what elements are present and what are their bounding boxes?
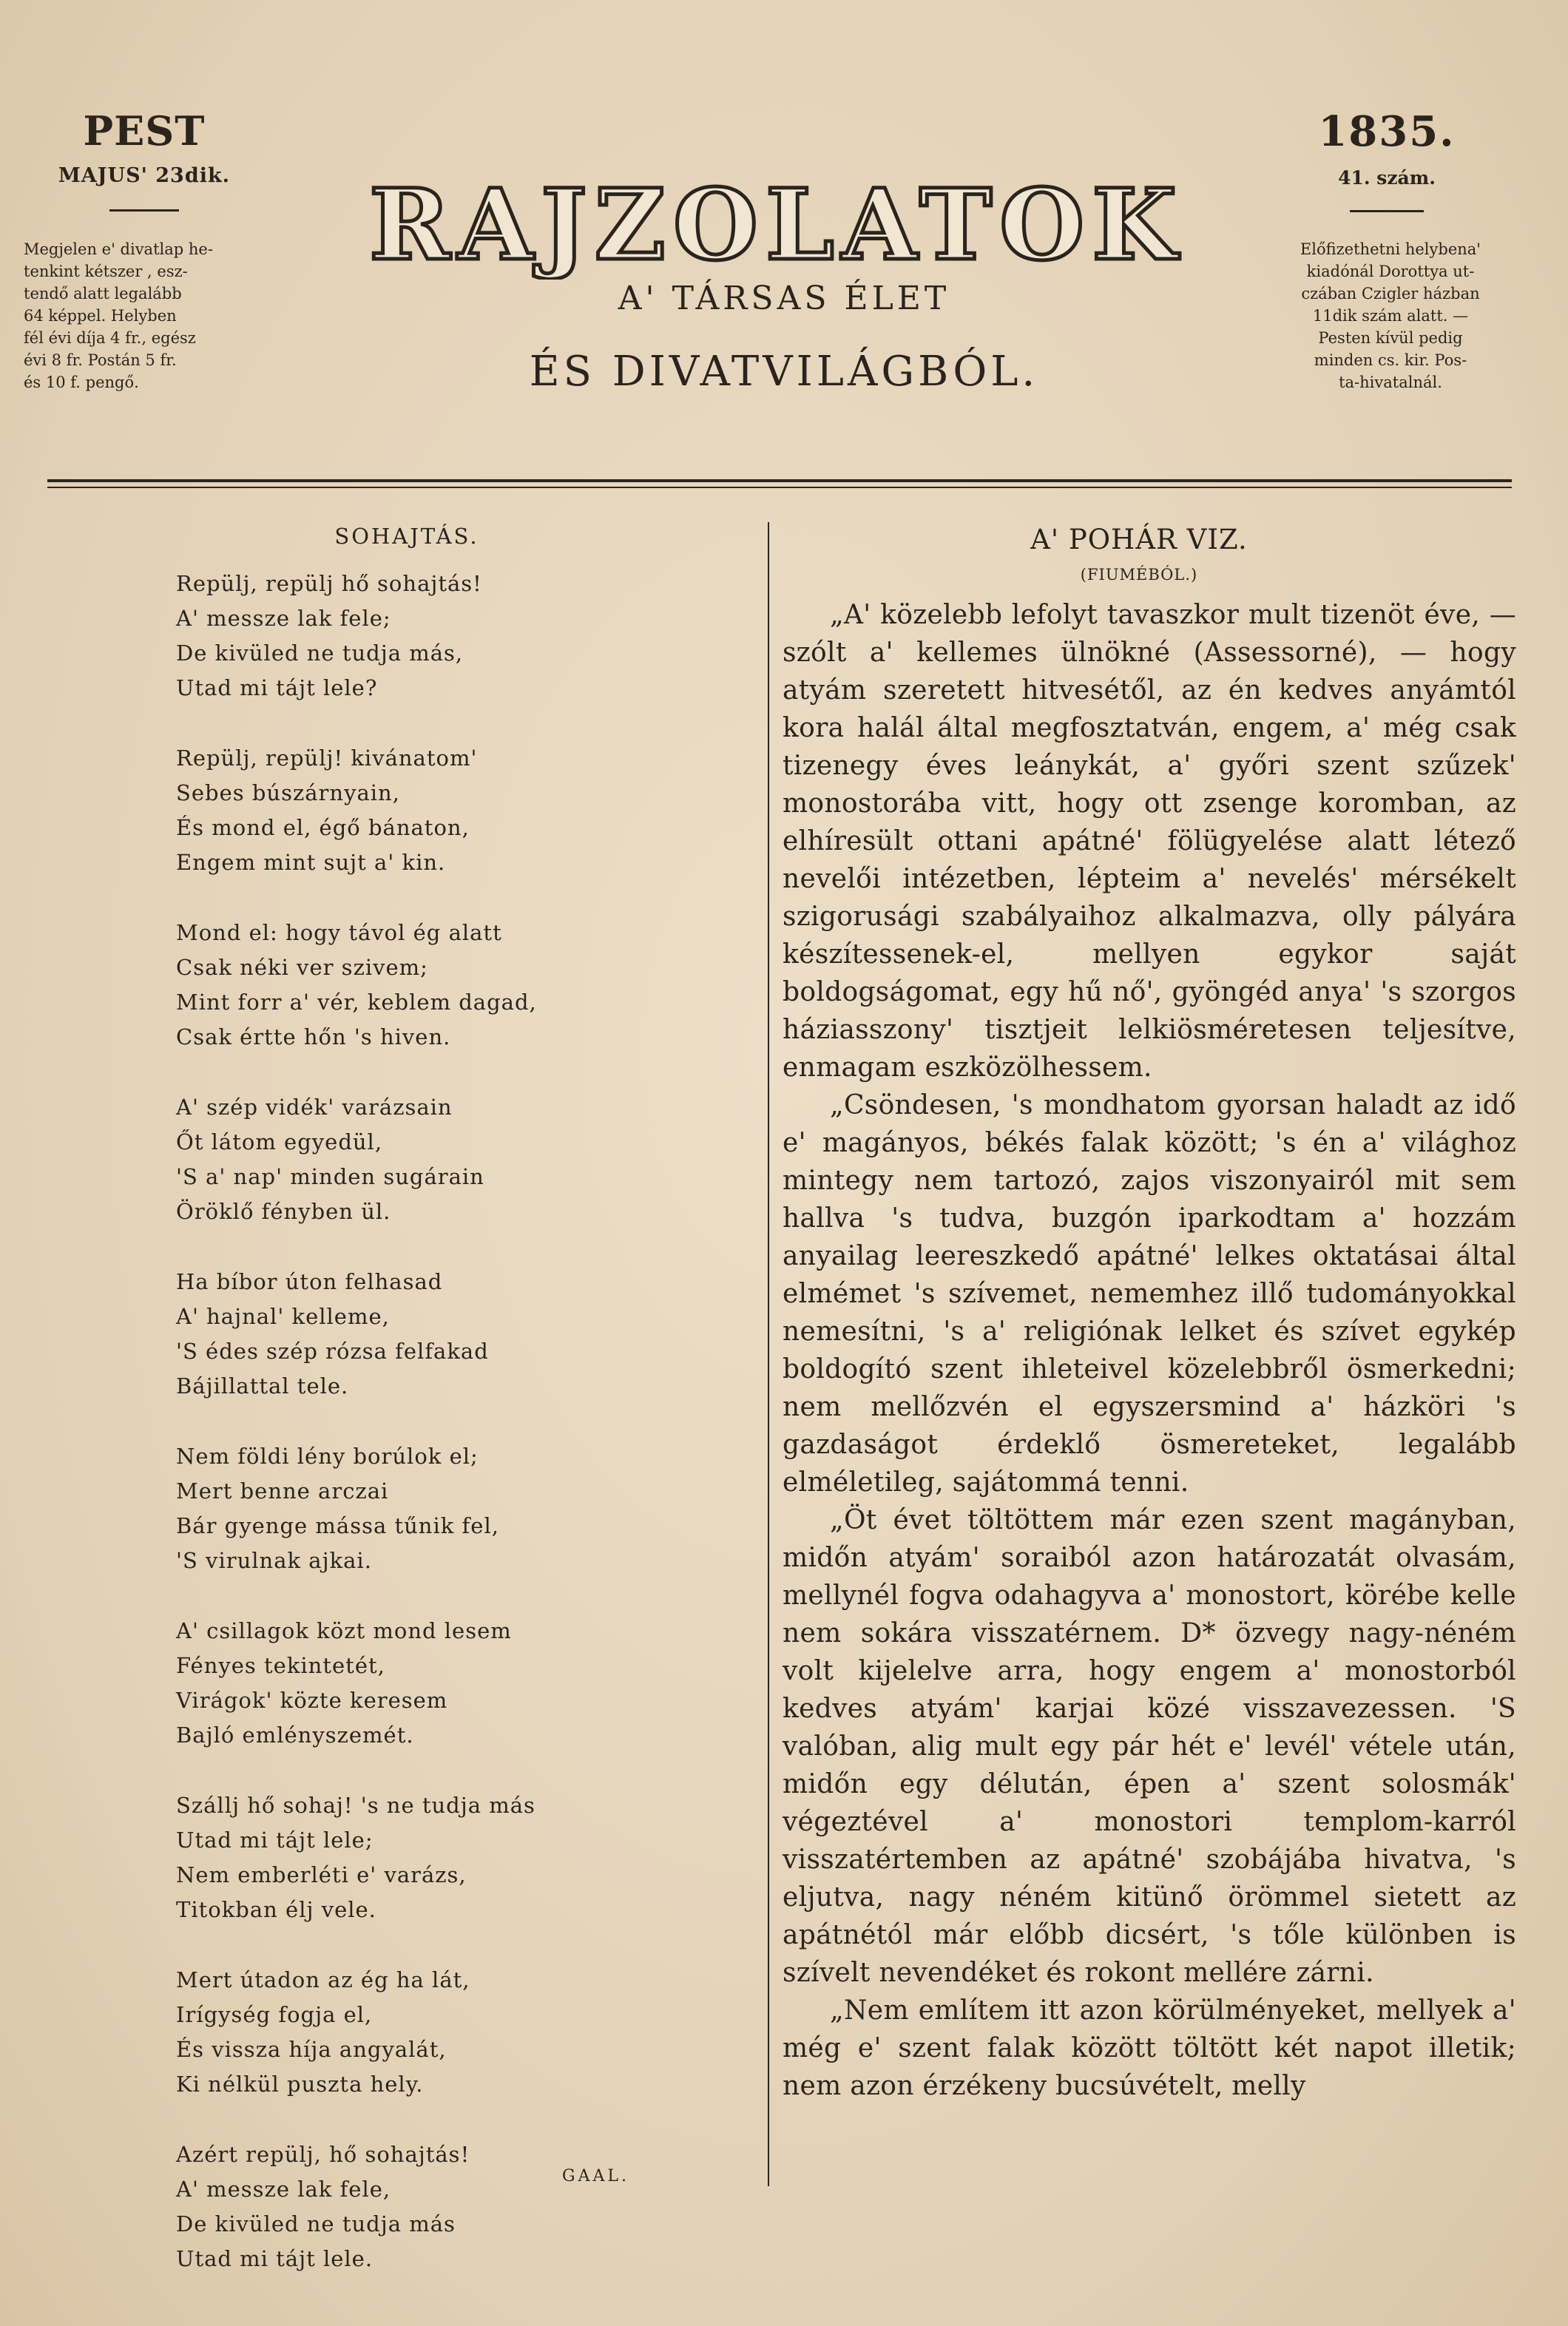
poem-line: Bájillattal tele. — [176, 1373, 349, 1399]
header-rule-thin — [47, 487, 1512, 488]
poem-line: Azért repülj, hő sohajtás! — [176, 2142, 470, 2167]
poem-line: A' szép vidék' varázsain — [176, 1095, 453, 1120]
right-divider — [1350, 210, 1424, 212]
notice-line: 64 képpel. Helyben — [24, 307, 177, 325]
poem-line: Nem emberléti e' varázs, — [176, 1862, 467, 1887]
notice-line: Pesten kívül pedig — [1318, 329, 1463, 347]
article-source: (FIUMÉBÓL.) — [1080, 566, 1198, 584]
left-divider — [109, 209, 179, 212]
poem-line: Titokban élj vele. — [176, 1897, 376, 1922]
poem-stanza — [176, 1614, 694, 1753]
poem-line: És vissza híja angyalát, — [176, 2037, 447, 2062]
poem-line: A' hajnal' kelleme, — [176, 1304, 390, 1329]
poem-line: 'S a' nap' minden sugárain — [176, 1164, 484, 1189]
notice-line: Megjelen e' divatlap he- — [24, 240, 213, 258]
poem-line: Sebes búszárnyain, — [176, 780, 400, 805]
poem-line: Mint forr a' vér, keblem dagad, — [176, 990, 537, 1015]
poem-stanza — [176, 741, 694, 880]
poem-line: Őt látom egyedül, — [176, 1129, 383, 1154]
poem-line: Csak néki ver szivem; — [176, 955, 428, 980]
article-paragraph: „Nem említem itt azon körülményeket, mellyek a' még e' szent falak között töltött két napot illetik; nem azon érzékeny bucsúvételt, melly — [783, 1995, 1516, 2101]
notice-line: évi 8 fr. Postán 5 fr. — [24, 351, 177, 369]
poem-stanza — [176, 916, 694, 1055]
poem-line: Fényes tekintetét, — [176, 1653, 385, 1678]
poem-stanza — [176, 1788, 694, 1927]
poem-line: Utad mi tájt lele. — [176, 2246, 374, 2271]
poem-line: Engem mint sujt a' kin. — [176, 850, 446, 875]
subscription-address — [1283, 238, 1498, 393]
notice-line: Előfizethetni helybena' — [1300, 240, 1481, 258]
poem-line: Irígység fogja el, — [176, 2002, 373, 2027]
article-paragraph: „Öt évet töltöttem már ezen szent magányban, midőn atyám' soraiból azon határozatát olvasám, mellynél fogva odahagyva a' monostort, körébe kelle nem sokára visszatérnem. D* özvegy nagy-néném volt kijelelve arra, hogy engem a' monostorból kedves atyám' karjai közé visszavezessen. 'S valóban, alig mult egy pár hét e' levél' vétele után, midőn egy délután, épen a' szent solosmák' végeztével a' monostori templom-karról visszatértemben az apátné' szobájába hivatva, 's eljutva, nagy néném kitünő örömmel sietett az apátnétól már előbb dicsért, 's tőle különben is szívelt nevendéket és rokont mellére zárni. — [783, 1505, 1516, 1988]
poem-stanza — [176, 1963, 694, 2102]
poem-line: Ha bíbor úton felhasad — [176, 1269, 443, 1294]
poem-line: Mond el: hogy távol ég alatt — [176, 920, 502, 945]
poem-line: És mond el, égő bánaton, — [176, 815, 470, 840]
notice-line: czában Czigler házban — [1301, 285, 1480, 302]
notice-line: 11dik szám alatt. — — [1312, 307, 1469, 325]
article-paragraph: „Csöndesen, 's mondhatom gyorsan haladt az idő e' magányos, békés falak között; 's én a' világhoz mintegy nem tartozó, zajos viszonyairól mit sem hallva 's tudva, buzgón iparkodtam a' hozzám anyailag leereszkedő apátné' lelkes oktatásai által elmémet 's szívemet, nememhez illő tudományokkal nemesítni, 's a' religiónak lelket és szívet egykép boldogító szent ihleteivel közelebbről ösmerkedni; nem mellőzvén el egyszersmind a' házköri 's gazdaságot érdeklő ösmereteket, legalább elméletileg, sajátommá tenni. — [783, 1090, 1516, 1498]
masthead-text: RAJZOLATOK — [369, 169, 1184, 280]
poem-line: Csak értte hőn 's hiven. — [176, 1024, 451, 1049]
poem-line: A' messze lak fele, — [176, 2177, 391, 2202]
poem-line: 'S édes szép rózsa felfakad — [176, 1339, 489, 1364]
poem-line: De kivüled ne tudja más, — [176, 640, 464, 666]
column-divider — [768, 522, 769, 2186]
notice-line: és 10 f. pengő. — [24, 373, 139, 391]
poem-line: Utad mi tájt lele; — [176, 1828, 374, 1853]
issue-date: MAJUS' 23dik. — [58, 164, 231, 187]
article-paragraph: „A' közelebb lefolyt tavaszkor mult tizenöt éve, — szólt a' kellemes ülnökné (Assessorné), — hogy atyám szeretett hitvesétől, az én kedves anyámtól kora halál által megfosztatván, engem, a' még csak tizenegy éves leánykát, a' győri szent szűzek' monostorába vitt, hogy ott zsenge koromban, az elhíresült ottani apátné' fölügyelése alatt létező nevelői intézetben, lépteim a' nevelés' mérsékelt szigorusági szabályaihoz alkalmazva, olly pályára készítessenek-el, mellyen egykor saját boldogságomat, egy hű nő', gyöngéd anya' 's szorgos háziasszony' tisztjeit lelkiösméretesen teljesítve, enmagam eszközölhessem. — [783, 600, 1516, 1083]
notice-line: tendő alatt legalább — [24, 285, 182, 302]
poem-line: De kivüled ne tudja más — [176, 2211, 456, 2237]
poem-line: Repülj, repülj! kivánatom' — [176, 746, 478, 771]
issue-number: 41. szám. — [1338, 167, 1436, 189]
notice-line: minden cs. kir. Pos- — [1314, 351, 1467, 369]
poem-line: Nem földi lény borúlok el; — [176, 1444, 479, 1469]
poem-line: Öröklő fényben ül. — [176, 1199, 391, 1224]
poem-line: A' messze lak fele; — [176, 606, 391, 631]
subtitle-line-1: A' TÁRSAS ÉLET — [618, 280, 950, 317]
poem-line: Bár gyenge mássa tűnik fel, — [176, 1513, 499, 1538]
poem-stanza — [176, 1090, 694, 1229]
poem-line: Ki nélkül puszta hely. — [176, 2072, 424, 2097]
poem-body — [176, 567, 694, 2312]
poem-line: Virágok' közte keresem — [176, 1688, 448, 1713]
poem-line: Utad mi tájt lele? — [176, 675, 378, 700]
notice-line: fél évi díja 4 fr., egész — [24, 329, 196, 347]
poem-line: Szállj hő sohaj! 's ne tudja más — [176, 1793, 535, 1818]
notice-line: ta-hivatalnál. — [1339, 373, 1442, 391]
subtitle-line-2: ÉS DIVATVILÁGBÓL. — [529, 348, 1039, 396]
city-name: PEST — [83, 107, 206, 155]
poem-stanza — [176, 1439, 694, 1578]
poem-stanza — [176, 1265, 694, 1404]
subscription-notice — [24, 238, 260, 393]
masthead-title — [318, 169, 1235, 280]
poem-line: Mert benne arczai — [176, 1478, 389, 1504]
poem-stanza — [176, 2137, 694, 2276]
notice-line: tenkint kétszer , esz- — [24, 263, 188, 280]
poem-line: Mert útadon az ég ha lát, — [176, 1967, 470, 1992]
article-body — [783, 596, 1516, 2105]
poem-title: SOHAJTÁS. — [334, 524, 479, 549]
poem-line: A' csillagok közt mond lesem — [176, 1618, 512, 1643]
notice-line: kiadónál Dorottya ut- — [1306, 263, 1475, 280]
poem-author: GAAL. — [562, 2167, 629, 2185]
poem-line: Bajló emlényszemét. — [176, 1722, 414, 1748]
issue-year: 1835. — [1318, 107, 1456, 156]
poem-line: 'S virulnak ajkai. — [176, 1548, 372, 1573]
poem-stanza — [176, 567, 694, 706]
article-title: A' POHÁR VIZ. — [1030, 524, 1248, 555]
poem-line: Repülj, repülj hő sohajtás! — [176, 571, 482, 596]
header-rule-thick — [47, 479, 1512, 482]
